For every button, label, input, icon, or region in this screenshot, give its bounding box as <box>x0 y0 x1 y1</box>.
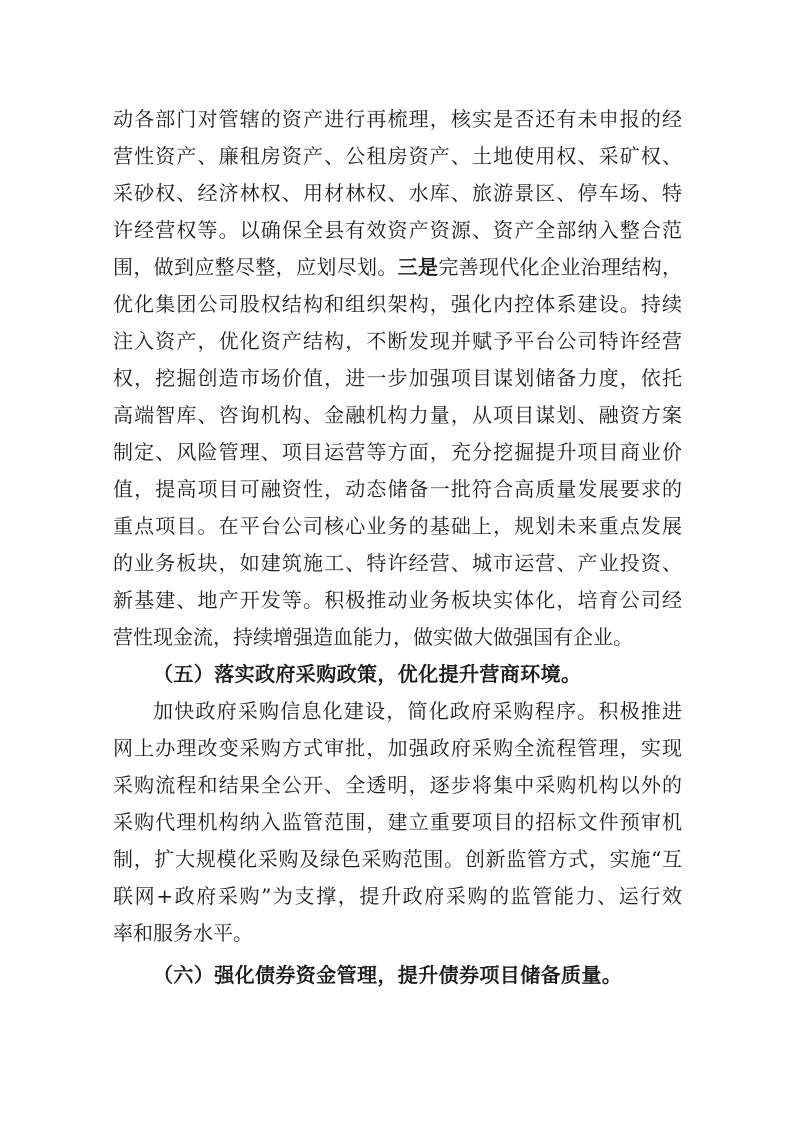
text-line: 动各部门对管辖的资产进行再梳理，核实是否还有未申报的经 <box>113 107 682 131</box>
text-segment: 完善现代化企业治理结构， <box>438 255 683 279</box>
document-body <box>113 101 682 994</box>
text-line: 权，挖掘创造市场价值，进一步加强项目谋划储备力度，依托 <box>113 366 682 390</box>
text-line: 制，扩大规模化采购及绿色采购范围。创新监管方式，实施“互 <box>113 847 682 871</box>
text-line: 的业务板块，如建筑施工、特许经营、城市运营、产业投资、 <box>113 551 682 575</box>
text-line: 网上办理改变采购方式审批，加强政府采购全流程管理，实现 <box>113 736 682 760</box>
text-line: 营性现金流，持续增强造血能力，做实做大做强国有企业。 <box>113 625 633 649</box>
text-line: 联网+政府采购”为支撑，提升政府采购的监管能力、运行效 <box>113 884 682 908</box>
text-line: 加快政府采购信息化建设，简化政府采购程序。积极推进 <box>153 699 682 723</box>
emphasis-third-point: 三是 <box>397 255 439 279</box>
text-line: 采砂权、经济林权、用材林权、水库、旅游景区、停车场、特 <box>113 181 682 205</box>
text-line: 营性资产、廉租房资产、公租房资产、土地使用权、采矿权、 <box>113 144 682 168</box>
text-line: 重点项目。在平台公司核心业务的基础上，规划未来重点发展 <box>113 514 682 538</box>
text-line: 注入资产，优化资产结构，不断发现并赋予平台公司特许经营 <box>113 329 682 353</box>
text-line: 新基建、地产开发等。积极推动业务板块实体化，培育公司经 <box>113 588 682 612</box>
text-line: 采购代理机构纳入监管范围，建立重要项目的招标文件预审机 <box>113 810 682 834</box>
text-line: 值，提高项目可融资性，动态储备一批符合高质量发展要求的 <box>113 477 682 501</box>
section-heading-6: （六）强化债券资金管理，提升债券项目储备质量。 <box>153 963 623 987</box>
paragraph-asset-integration <box>113 101 682 656</box>
text-line: 优化集团公司股权结构和组织架构，强化内控体系建设。持续 <box>113 292 682 316</box>
section-heading-5: （五）落实政府采购政策，优化提升营商环境。 <box>153 662 582 686</box>
paragraph-government-procurement <box>113 693 682 952</box>
text-line: 率和服务水平。 <box>113 921 253 945</box>
text-line: 许经营权等。以确保全县有效资产资源、资产全部纳入整合范 <box>113 218 682 242</box>
text-segment: 围，做到应整尽整，应划尽划。 <box>113 255 398 279</box>
text-line <box>113 249 682 286</box>
text-line: 制定、风险管理、项目运营等方面，充分挖掘提升项目商业价 <box>113 440 682 464</box>
text-line: 采购流程和结果全公开、全透明，逐步将集中采购机构以外的 <box>113 773 682 797</box>
text-line: 高端智库、咨询机构、金融机构力量，从项目谋划、融资方案 <box>113 403 682 427</box>
